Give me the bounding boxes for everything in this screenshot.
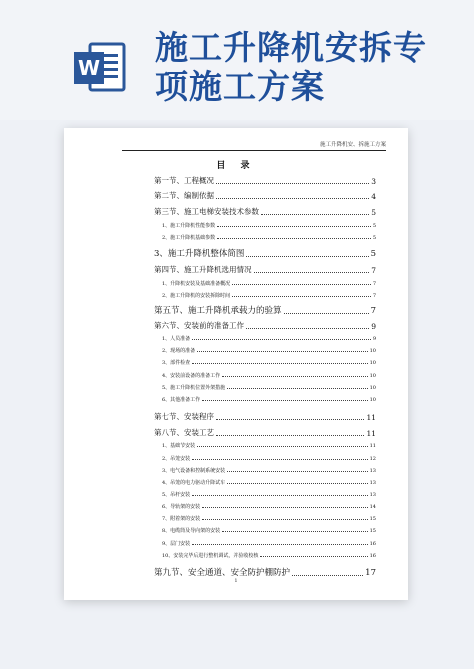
toc-leader-dots [216,419,364,420]
toc-entry-label: 第五节、施工升降机承载力的验算 [154,306,282,316]
toc-title: 目 录 [216,161,256,171]
toc-entry-page: 13 [369,468,376,474]
toc-entry-page: 17 [365,568,376,578]
toc-row[interactable] [154,320,376,331]
toc-entry-label: 3、施工升降机整体简图 [154,249,245,259]
toc-entry-label: 1、基础节安装 [162,443,196,449]
toc-entry-label: 5、吊杆安装 [162,492,191,498]
toc-leader-dots [197,446,367,447]
toc-entry-label: 第一节、工程概况 [154,176,214,185]
toc-row[interactable] [154,175,376,186]
toc-leader-dots [246,256,368,257]
toc-row[interactable] [154,427,376,438]
toc-entry-label: 7、附着架的安装 [162,516,201,522]
toc-row[interactable] [154,280,376,287]
toc-entry-page: 3 [371,177,376,186]
toc-entry-label: 第七节、安装程序 [154,412,214,421]
toc-row[interactable] [154,384,376,391]
toc-entry-page: 7 [371,266,376,275]
toc-row[interactable] [154,411,376,422]
toc-leader-dots [216,198,369,199]
toc-entry-label: 2、施工升降机基础参数 [162,235,216,241]
toc-row[interactable] [154,347,376,354]
toc-leader-dots [227,388,367,389]
toc-leader-dots [192,339,371,340]
toc-leader-dots [197,351,367,352]
toc-entry-label: 8、电缆筒及导向架的安装 [162,528,221,534]
toc-leader-dots [222,376,367,377]
toc-entry-label: 3、电气设备和控制系统安装 [162,468,226,474]
toc-leader-dots [202,507,367,508]
toc-entry-page: 10 [369,397,376,403]
toc-leader-dots [232,296,371,297]
toc-entry-page: 16 [369,553,376,559]
toc-row[interactable] [154,190,376,201]
toc-row[interactable] [154,479,376,486]
toc-entry-label: 1、人员准备 [162,336,191,342]
toc-leader-dots [192,544,367,545]
toc-entry-label: 2、施工升降机的安装拆除时间 [162,293,231,299]
toc-entry-page: 10 [369,348,376,354]
toc-entry-label: 5、施工升降机位置外架措施 [162,385,226,391]
toc-row[interactable] [154,359,376,366]
toc-leader-dots [192,459,367,460]
toc-entry-page: 9 [372,336,376,342]
toc-leader-dots [227,483,367,484]
toc-row[interactable] [154,503,376,510]
toc-leader-dots [284,313,369,314]
toc-row[interactable] [154,552,376,559]
toc-entry-label: 第四节、施工升降机选用情况 [154,265,252,274]
toc-row[interactable] [154,442,376,449]
toc-entry-label: 1、施工升降机性能参数 [162,223,216,229]
toc-entry-page: 4 [371,192,376,201]
toc-entry-label: 第三节、施工电梯安装技术参数 [154,207,259,216]
toc-entry-label: 2、现场的准备 [162,348,196,354]
toc-row[interactable] [154,467,376,474]
toc-leader-dots [254,272,370,273]
toc-row[interactable] [154,304,376,316]
toc-leader-dots [192,495,367,496]
toc-entry-page: 11 [366,429,376,438]
toc-row[interactable] [154,234,376,241]
toc-row[interactable] [154,527,376,534]
toc-entry-page: 13 [369,480,376,486]
toc-leader-dots [216,435,364,436]
toc-leader-dots [222,531,367,532]
toc-row[interactable] [154,222,376,229]
toc-leader-dots [192,363,367,364]
page-number: 1 [234,578,238,584]
toc-leader-dots [292,575,363,576]
toc-row[interactable] [154,292,376,299]
toc-leader-dots [232,284,371,285]
toc-row[interactable] [154,491,376,498]
toc-row[interactable] [154,540,376,547]
toc-entry-page: 7 [372,281,376,287]
toc-row[interactable] [154,396,376,403]
toc-entry-page: 9 [371,322,376,331]
toc-leader-dots [246,328,369,329]
toc-leader-dots [261,214,369,215]
toc-entry-page: 10 [369,373,376,379]
toc-entry-page: 5 [371,208,376,217]
word-icon [72,40,128,96]
toc-entry-page: 10 [369,360,376,366]
toc-entry-page: 15 [369,516,376,522]
table-of-contents [64,128,408,600]
toc-entry-label: 10、安装完毕后进行整机调试，并验收校核 [162,553,259,559]
document-page [64,128,408,600]
toc-entry-label: 1、升降机安装及基础准备概况 [162,281,231,287]
toc-entry-page: 5 [370,249,376,259]
toc-entry-page: 10 [369,385,376,391]
toc-row[interactable] [154,566,376,578]
toc-entry-label: 第八节、安装工艺 [154,428,214,437]
toc-entry-page: 14 [369,504,376,510]
toc-entry-page: 5 [372,223,376,229]
toc-entry-page: 12 [369,456,376,462]
toc-leader-dots [202,519,367,520]
toc-leader-dots [216,183,369,184]
toc-leader-dots [202,400,367,401]
toc-entry-page: 7 [370,306,376,316]
toc-entry-page: 5 [372,235,376,241]
toc-row[interactable] [154,455,376,462]
toc-row[interactable] [154,206,376,217]
toc-row[interactable] [154,372,376,379]
toc-entry-label: 4、吊笼的电力驱动升降试车 [162,480,226,486]
toc-entry-label: 6、其他准备工作 [162,397,201,403]
toc-entry-page: 16 [369,541,376,547]
toc-entry-page: 15 [369,528,376,534]
toc-entry-page: 11 [369,443,376,449]
running-header: 施工升降机安、拆施工方案 [122,140,386,151]
toc-entry-label: 2、吊笼安装 [162,456,191,462]
toc-leader-dots [217,226,371,227]
toc-leader-dots [217,238,371,239]
toc-entry-label: 第六节、安装前的准备工作 [154,321,244,330]
toc-entry-label: 第九节、安全通道、安全防护棚防护 [154,568,291,578]
svg-text:W: W [77,56,101,80]
toc-entry-label: 第二节、编制依据 [154,191,214,200]
document-title: 施工升降机安拆专项施工方案 [155,28,427,106]
toc-row[interactable] [154,335,376,342]
toc-entry-label: 4、安装前设备的准备工作 [162,373,221,379]
toc-row[interactable] [154,515,376,522]
toc-row[interactable] [154,247,376,259]
toc-entry-page: 13 [369,492,376,498]
toc-entry-page: 7 [372,293,376,299]
toc-row[interactable] [154,264,376,275]
toc-entry-page: 11 [366,413,376,422]
toc-entry-label: 6、导轨架的安装 [162,504,201,510]
toc-leader-dots [227,471,367,472]
toc-entry-label: 9、层门安装 [162,541,191,547]
toc-leader-dots [260,556,367,557]
toc-entry-label: 3、部件检查 [162,360,191,366]
